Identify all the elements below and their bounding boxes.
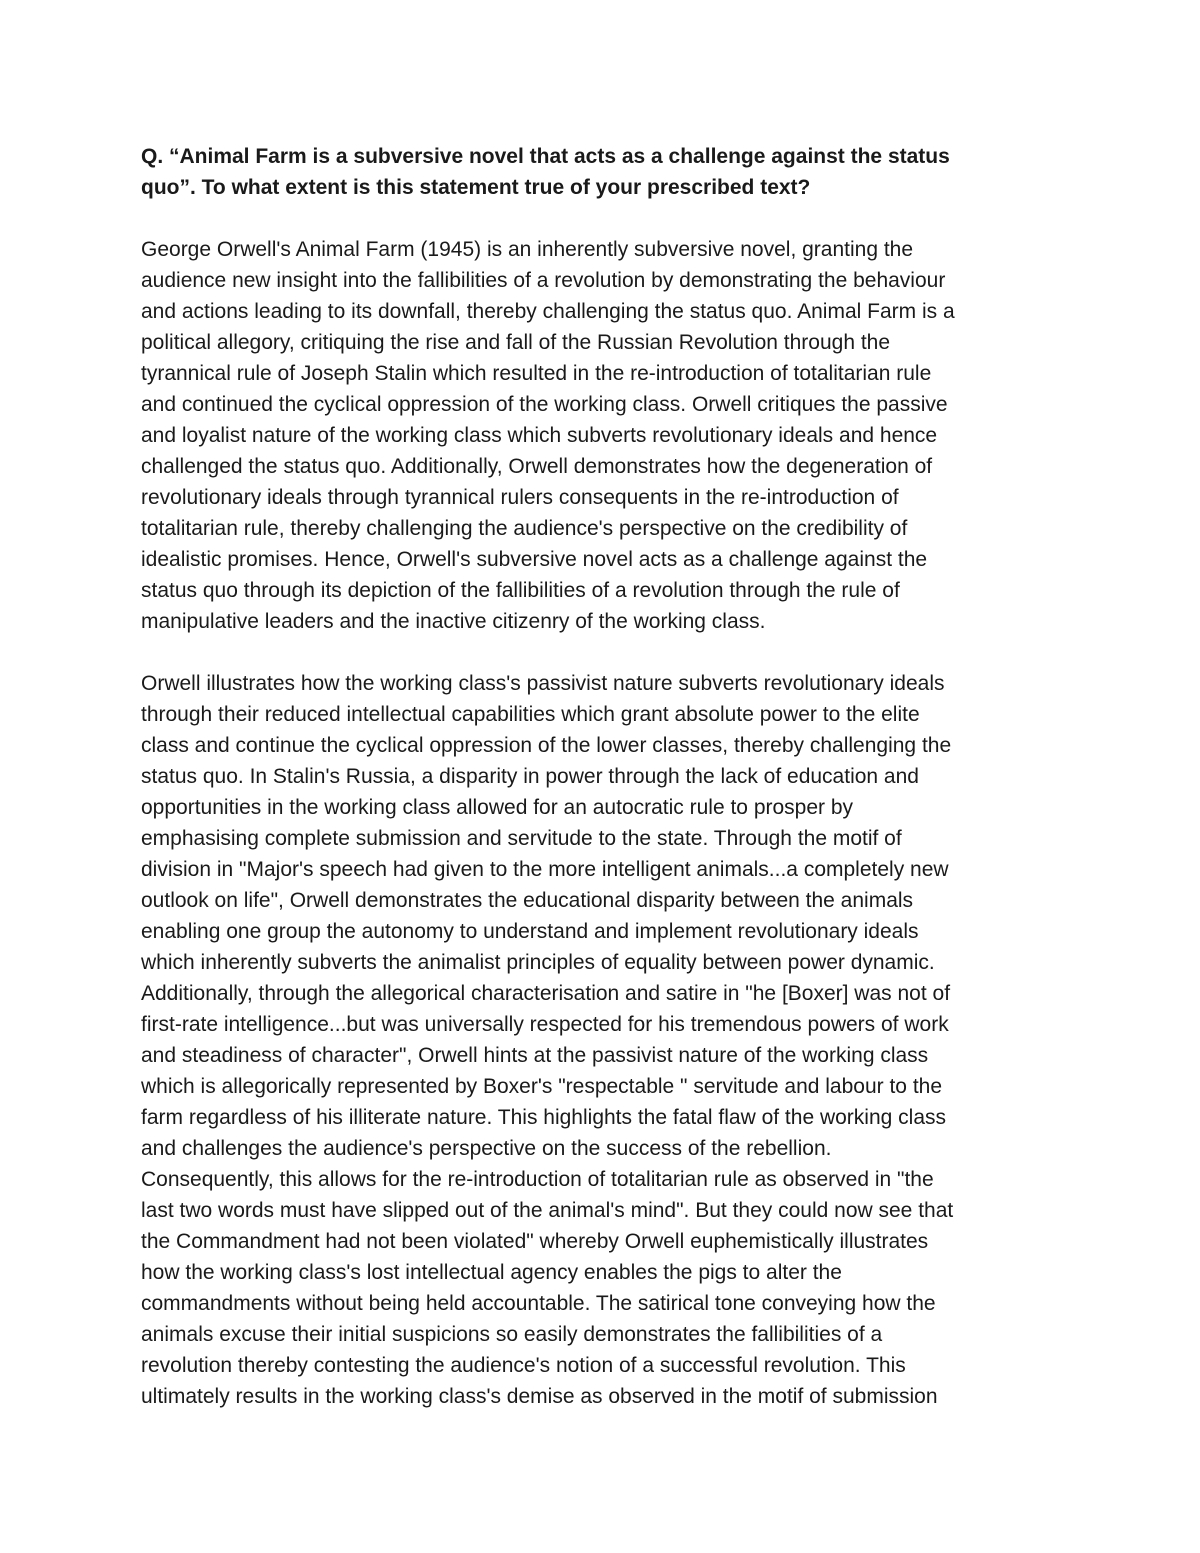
paragraph-line: totalitarian rule, thereby challenging the audience's perspective on the credibility of	[141, 517, 908, 540]
paragraph-line: revolutionary ideals through tyrannical rulers consequents in the re-introduction of	[141, 486, 899, 509]
paragraph-line: through their reduced intellectual capabilities which grant absolute power to the elite	[141, 703, 920, 726]
paragraph-line: Orwell illustrates how the working class's passivist nature subverts revolutionary ideals	[141, 672, 945, 695]
paragraph-line: last two words must have slipped out of the animal's mind". But they could now see that	[141, 1199, 954, 1222]
paragraph-line: George Orwell's Animal Farm (1945) is an inherently subversive novel, granting the	[141, 238, 914, 261]
paragraph-line: class and continue the cyclical oppression of the lower classes, thereby challenging the	[141, 734, 952, 757]
paragraph-line: farm regardless of his illiterate nature. This highlights the fatal flaw of the working class	[141, 1106, 946, 1129]
paragraph-line: status quo. In Stalin's Russia, a disparity in power through the lack of education and	[141, 765, 919, 788]
paragraph-line: and challenges the audience's perspective on the success of the rebellion.	[141, 1137, 832, 1160]
paragraph-line: manipulative leaders and the inactive citizenry of the working class.	[141, 610, 766, 633]
paragraph-line: emphasising complete submission and servitude to the state. Through the motif of	[141, 827, 902, 850]
paragraph-line: audience new insight into the fallibilities of a revolution by demonstrating the behaviour	[141, 269, 946, 292]
paragraph-line: idealistic promises. Hence, Orwell's subversive novel acts as a challenge against the	[141, 548, 928, 571]
paragraph-line: and loyalist nature of the working class which subverts revolutionary ideals and hence	[141, 424, 938, 447]
paragraph-line: revolution thereby contesting the audience's notion of a successful revolution. This	[141, 1354, 906, 1377]
question-line: Q. “Animal Farm is a subversive novel that acts as a challenge against the status	[141, 145, 950, 168]
document-body	[141, 141, 1066, 1412]
paragraph-line: and continued the cyclical oppression of the working class. Orwell critiques the passive	[141, 393, 948, 416]
paragraph-line: ultimately results in the working class's demise as observed in the motif of submission	[141, 1385, 938, 1408]
essay-question	[141, 141, 1066, 203]
paragraph-line: and actions leading to its downfall, thereby challenging the status quo. Animal Farm is a	[141, 300, 955, 323]
paragraph-line: political allegory, critiquing the rise and fall of the Russian Revolution through the	[141, 331, 891, 354]
paragraph-line: which inherently subverts the animalist principles of equality between power dynamic.	[141, 951, 935, 974]
paragraph-line: which is allegorically represented by Boxer's "respectable " servitude and labour to the	[141, 1075, 943, 1098]
body-paragraph	[141, 668, 1066, 1412]
paragraph-line: the Commandment had not been violated" whereby Orwell euphemistically illustrates	[141, 1230, 929, 1253]
paragraph-line: enabling one group the autonomy to understand and implement revolutionary ideals	[141, 920, 919, 943]
question-line: quo”. To what extent is this statement true of your prescribed text?	[141, 176, 811, 199]
paragraph-line: how the working class's lost intellectual agency enables the pigs to alter the	[141, 1261, 842, 1284]
paragraph-line: animals excuse their initial suspicions so easily demonstrates the fallibilities of a	[141, 1323, 883, 1346]
paragraph-line: challenged the status quo. Additionally, Orwell demonstrates how the degeneration of	[141, 455, 933, 478]
paragraph-line: tyrannical rule of Joseph Stalin which resulted in the re-introduction of totalitarian rule	[141, 362, 932, 385]
paragraph-line: Additionally, through the allegorical characterisation and satire in "he [Boxer] was not of	[141, 982, 951, 1005]
introduction-paragraph	[141, 234, 1066, 637]
paragraph-line: outlook on life", Orwell demonstrates the educational disparity between the animals	[141, 889, 914, 912]
paragraph-line: status quo through its depiction of the fallibilities of a revolution through the rule of	[141, 579, 900, 602]
paragraph-line: Consequently, this allows for the re-introduction of totalitarian rule as observed in "the	[141, 1168, 934, 1191]
paragraph-line: and steadiness of character", Orwell hints at the passivist nature of the working class	[141, 1044, 929, 1067]
paragraph-line: opportunities in the working class allowed for an autocratic rule to prosper by	[141, 796, 854, 819]
paragraph-line: commandments without being held accountable. The satirical tone conveying how the	[141, 1292, 936, 1315]
paragraph-line: division in "Major's speech had given to the more intelligent animals...a completely new	[141, 858, 949, 881]
paragraph-line: first-rate intelligence...but was universally respected for his tremendous powers of work	[141, 1013, 949, 1036]
